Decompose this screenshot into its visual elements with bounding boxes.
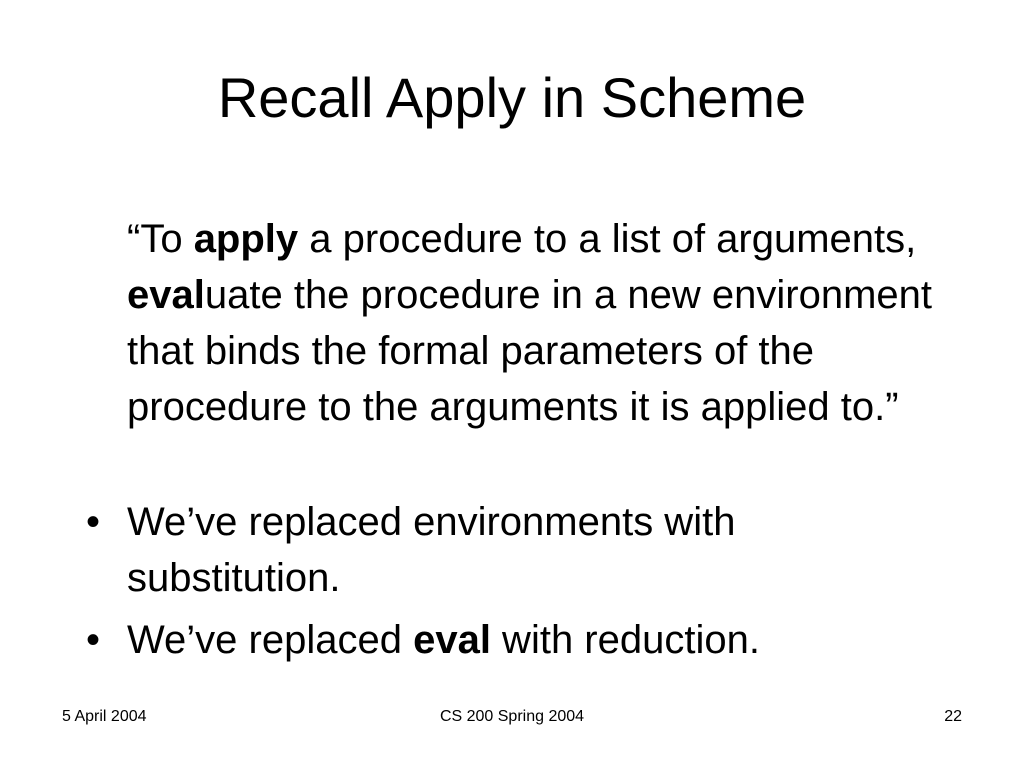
quote-apply-bold: apply [193,217,299,261]
bullet-text-end: with reduction. [490,618,760,662]
quote-text-start: “To [127,217,194,261]
bullet-eval-bold: eval [413,618,491,662]
bullet-item-reduction [0,612,957,668]
bullet-list [0,494,1024,668]
quote-text-end: uate the procedure in a new environment that binds the formal parameters of the procedure to the arguments it is applied to.” [127,273,932,429]
bullet-text: We’ve replaced environments with substitution. [127,500,736,600]
quote-text-middle: a procedure to a list of arguments, [298,217,917,261]
footer-date: 5 April 2004 [62,708,147,725]
bullet-text-start: We’ve replaced [127,618,414,662]
footer-page-number: 22 [944,708,962,725]
slide-title: Recall Apply in Scheme [217,66,807,129]
apply-quote [127,211,957,435]
bullet-item-substitution [0,494,957,606]
footer-course: CS 200 Spring 2004 [439,708,585,725]
bullet-dot-icon: • [86,618,101,662]
bullet-dot-icon: • [86,500,101,544]
quote-eval-bold: eval [127,273,205,317]
